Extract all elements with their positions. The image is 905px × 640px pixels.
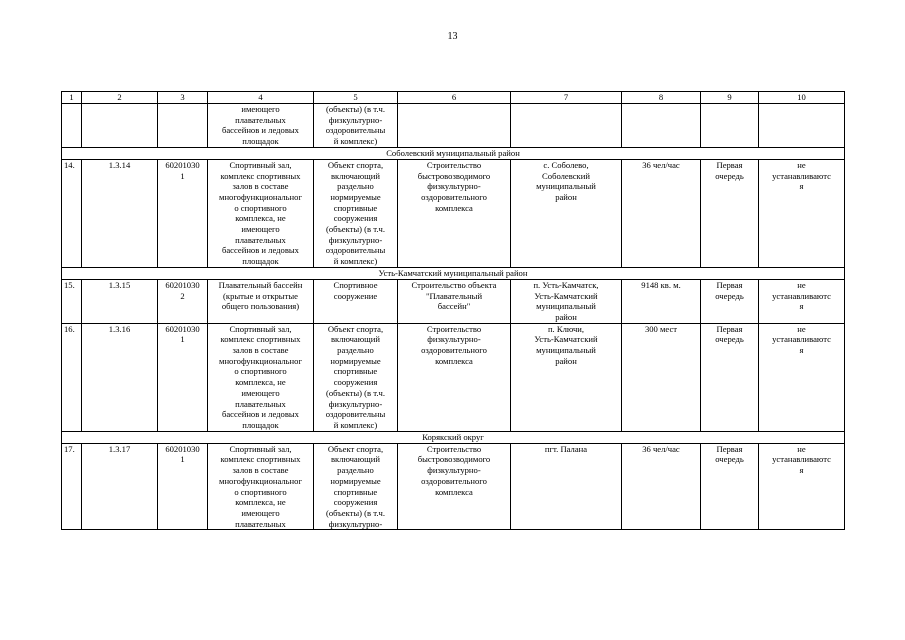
cell-text-line: очередь xyxy=(715,454,744,465)
cell-text-line: й комплекс) xyxy=(333,256,378,267)
cell-text-line: о спортивного xyxy=(234,366,287,377)
cell-text-line: комплекса, не xyxy=(235,213,286,224)
cell-text-line: плавательных xyxy=(235,114,286,125)
cell-text-line: Строительство xyxy=(426,443,482,454)
cell-col-9 xyxy=(701,443,759,530)
cell-text-line: (объекты) (в т.ч. xyxy=(326,507,385,518)
cell-col-1 xyxy=(62,159,82,267)
cell-col-10 xyxy=(759,279,845,323)
cell-text-line: Строительство xyxy=(426,159,482,170)
cell-col-1 xyxy=(62,323,82,431)
cell-text-line: устанавливаютс xyxy=(772,170,831,181)
cell-col-10 xyxy=(759,104,845,148)
section-heading-row xyxy=(62,267,845,279)
cell-text-line: комплекса xyxy=(435,202,473,213)
cell-text-line: 2 xyxy=(180,290,185,301)
cell-text-line: 60201030 xyxy=(165,279,200,290)
column-number-1: 1 xyxy=(62,92,82,104)
cell-col-7 xyxy=(511,443,622,530)
cell-text-line: физкультурно- xyxy=(328,398,383,409)
cell-text-line: Объект спорта, xyxy=(327,159,384,170)
cell-col-1 xyxy=(62,104,82,148)
cell-text-line: бассейн" xyxy=(437,301,471,312)
cell-text-line: я xyxy=(799,465,804,476)
cell-text-line: район xyxy=(555,311,577,322)
cell-col-10 xyxy=(759,159,845,267)
cell-text-line: физкультурно- xyxy=(328,518,383,529)
cell-text-line: устанавливаютс xyxy=(772,334,831,345)
cell-text-line: 17. xyxy=(64,443,75,454)
cell-text-line: физкультурно- xyxy=(328,114,383,125)
cell-text-line: 300 мест xyxy=(644,323,678,334)
cell-text-line: спортивные xyxy=(333,486,378,497)
cell-text-line: комплекса xyxy=(435,355,473,366)
cell-text-line: Строительство xyxy=(426,323,482,334)
cell-col-3 xyxy=(158,159,208,267)
cell-text-line: (объекты) (в т.ч. xyxy=(326,104,385,114)
cell-col-1 xyxy=(62,279,82,323)
cell-text-line: раздельно xyxy=(337,465,374,476)
cell-text-line: физкультурно- xyxy=(328,234,383,245)
cell-text-line: оздоровительного xyxy=(421,191,487,202)
cell-text-line: Соболевский xyxy=(542,170,590,181)
cell-text-line: 1.3.15 xyxy=(108,279,131,290)
cell-text-line: Первая xyxy=(716,279,743,290)
cell-col-3 xyxy=(158,104,208,148)
section-heading-row xyxy=(62,147,845,159)
cell-text-line: Первая xyxy=(716,323,743,334)
cell-col-5 xyxy=(314,323,398,431)
cell-text-line: сооружения xyxy=(333,213,378,224)
cell-text-line: Строительство объекта xyxy=(411,279,497,290)
cell-text-line: (объекты) (в т.ч. xyxy=(326,387,385,398)
cell-col-2 xyxy=(82,104,158,148)
cell-col-5 xyxy=(314,443,398,530)
cell-text-line: (объекты) (в т.ч. xyxy=(326,224,385,235)
cell-col-6 xyxy=(398,279,511,323)
cell-text-line: район xyxy=(555,191,577,202)
cell-text-line: плавательных xyxy=(235,518,286,529)
cell-col-2 xyxy=(82,279,158,323)
cell-text-line: комплекс спортивных xyxy=(220,170,301,181)
page-number: 13 xyxy=(447,31,458,42)
cell-text-line: (крытые и открытые xyxy=(223,290,298,301)
cell-text-line: район xyxy=(555,355,577,366)
table-body xyxy=(62,92,845,530)
cell-text-line: нормируемые xyxy=(330,191,381,202)
continued-row xyxy=(62,104,845,148)
cell-text-line: многофункциональног xyxy=(219,191,302,202)
cell-text-line: 1.3.14 xyxy=(108,159,131,170)
cell-text-line: быстровозводимого xyxy=(417,454,491,465)
cell-text-line: залов в составе xyxy=(232,181,289,192)
column-number-row xyxy=(62,92,845,104)
cell-col-7 xyxy=(511,104,622,148)
cell-text-line: о спортивного xyxy=(234,486,287,497)
column-number-4: 4 xyxy=(208,92,314,104)
cell-text-line: очередь xyxy=(715,290,744,301)
cell-text-line: 36 чел/час xyxy=(642,159,680,170)
column-number-7: 7 xyxy=(511,92,622,104)
cell-col-7 xyxy=(511,159,622,267)
cell-col-4 xyxy=(208,279,314,323)
cell-text-line: многофункциональног xyxy=(219,475,302,486)
column-number-2: 2 xyxy=(82,92,158,104)
cell-text-line: включающий xyxy=(331,170,380,181)
cell-text-line: 14. xyxy=(64,159,75,170)
cell-col-5 xyxy=(314,279,398,323)
cell-text-line: бассейнов и ледовых xyxy=(222,409,299,420)
cell-text-line: оздоровительны xyxy=(325,409,386,420)
section-title: Корякский округ xyxy=(62,431,845,443)
cell-text-line: нормируемые xyxy=(330,475,381,486)
cell-text-line: сооружения xyxy=(333,377,378,388)
cell-col-8 xyxy=(622,159,701,267)
cell-text-line: 1 xyxy=(180,454,185,465)
cell-text-line: не xyxy=(797,279,806,290)
section-title: Соболевский муниципальный район xyxy=(62,147,845,159)
cell-text-line: я xyxy=(799,345,804,356)
cell-text-line: муниципальный xyxy=(536,301,596,312)
cell-text-line: п. Усть-Камчатск, xyxy=(533,279,599,290)
cell-text-line: спортивные xyxy=(333,366,378,377)
cell-text-line: о спортивного xyxy=(234,202,287,213)
cell-text-line: физкультурно- xyxy=(427,465,481,476)
cell-text-line: спортивные xyxy=(333,202,378,213)
cell-text-line: включающий xyxy=(331,334,380,345)
cell-text-line: оздоровительного xyxy=(421,475,487,486)
cell-text-line: имеющего xyxy=(241,387,280,398)
cell-text-line: имеющего xyxy=(241,507,280,518)
cell-col-2 xyxy=(82,323,158,431)
cell-text-line: 60201030 xyxy=(165,159,200,170)
cell-col-2 xyxy=(82,443,158,530)
table-row xyxy=(62,159,845,267)
column-number-5: 5 xyxy=(314,92,398,104)
cell-text-line: Спортивное xyxy=(333,279,378,290)
cell-text-line: устанавливаютс xyxy=(772,454,831,465)
cell-col-6 xyxy=(398,159,511,267)
cell-col-8 xyxy=(622,323,701,431)
cell-col-5 xyxy=(314,159,398,267)
cell-text-line: Плавательный бассейн xyxy=(218,279,303,290)
cell-col-8 xyxy=(622,443,701,530)
cell-col-3 xyxy=(158,279,208,323)
cell-col-9 xyxy=(701,159,759,267)
cell-text-line: 60201030 xyxy=(165,323,200,334)
section-heading-row xyxy=(62,431,845,443)
cell-text-line: Первая xyxy=(716,159,743,170)
cell-text-line: муниципальный xyxy=(536,345,596,356)
cell-text-line: я xyxy=(799,181,804,192)
cell-col-6 xyxy=(398,104,511,148)
table-row xyxy=(62,279,845,323)
cell-col-7 xyxy=(511,279,622,323)
cell-text-line: оздоровительны xyxy=(325,245,386,256)
cell-text-line: 9148 кв. м. xyxy=(641,279,681,290)
cell-text-line: комплекса xyxy=(435,486,473,497)
cell-text-line: устанавливаютс xyxy=(772,290,831,301)
cell-text-line: раздельно xyxy=(337,181,374,192)
cell-text-line: п. Ключи, xyxy=(547,323,585,334)
cell-text-line: 15. xyxy=(64,279,75,290)
cell-text-line: не xyxy=(797,443,806,454)
cell-text-line: 1 xyxy=(180,170,185,181)
cell-col-9 xyxy=(701,104,759,148)
cell-text-line: 1 xyxy=(180,334,185,345)
table-row xyxy=(62,443,845,530)
cell-text-line: Объект спорта, xyxy=(327,443,384,454)
cell-text-line: площадок xyxy=(242,256,279,267)
cell-text-line: Первая xyxy=(716,443,743,454)
column-number-3: 3 xyxy=(158,92,208,104)
cell-col-10 xyxy=(759,443,845,530)
cell-text-line: залов в составе xyxy=(232,345,289,356)
cell-text-line: бассейнов и ледовых xyxy=(222,125,299,136)
cell-col-3 xyxy=(158,323,208,431)
cell-col-8 xyxy=(622,104,701,148)
cell-text-line: имеющего xyxy=(241,104,280,114)
cell-col-7 xyxy=(511,323,622,431)
cell-text-line: с. Соболево, xyxy=(543,159,589,170)
cell-col-10 xyxy=(759,323,845,431)
cell-text-line: 16. xyxy=(64,323,75,334)
cell-text-line: очередь xyxy=(715,334,744,345)
cell-text-line: многофункциональног xyxy=(219,355,302,366)
cell-text-line: физкультурно- xyxy=(427,334,481,345)
cell-text-line: й комплекс) xyxy=(333,419,378,430)
cell-col-4 xyxy=(208,323,314,431)
cell-text-line: "Плавательный xyxy=(425,290,483,301)
cell-col-4 xyxy=(208,443,314,530)
cell-col-3 xyxy=(158,443,208,530)
cell-col-6 xyxy=(398,323,511,431)
cell-text-line: Спортивный зал, xyxy=(229,323,292,334)
cell-col-4 xyxy=(208,159,314,267)
cell-text-line: я xyxy=(799,301,804,312)
cell-text-line: имеющего xyxy=(241,224,280,235)
cell-col-6 xyxy=(398,443,511,530)
column-number-10: 10 xyxy=(759,92,845,104)
cell-text-line: плавательных xyxy=(235,234,286,245)
cell-text-line: оздоровительного xyxy=(421,345,487,356)
cell-text-line: залов в составе xyxy=(232,465,289,476)
cell-text-line: общего пользования) xyxy=(221,301,300,312)
cell-text-line: 1.3.16 xyxy=(108,323,131,334)
cell-col-2 xyxy=(82,159,158,267)
cell-text-line: включающий xyxy=(331,454,380,465)
cell-text-line: сооружение xyxy=(333,290,378,301)
cell-text-line: не xyxy=(797,323,806,334)
cell-col-4 xyxy=(208,104,314,148)
cell-text-line: комплекса, не xyxy=(235,497,286,508)
cell-text-line: физкультурно- xyxy=(427,181,481,192)
section-title: Усть-Камчатский муниципальный район xyxy=(62,267,845,279)
cell-text-line: оздоровительны xyxy=(325,125,386,136)
cell-text-line: бассейнов и ледовых xyxy=(222,245,299,256)
cell-text-line: комплекс спортивных xyxy=(220,454,301,465)
planned-objects-table xyxy=(61,91,845,530)
cell-text-line: 60201030 xyxy=(165,443,200,454)
column-number-8: 8 xyxy=(622,92,701,104)
cell-col-5 xyxy=(314,104,398,148)
cell-text-line: 36 чел/час xyxy=(642,443,680,454)
table-row xyxy=(62,323,845,431)
column-number-9: 9 xyxy=(701,92,759,104)
cell-text-line: Объект спорта, xyxy=(327,323,384,334)
cell-text-line: плавательных xyxy=(235,398,286,409)
cell-text-line: Спортивный зал, xyxy=(229,159,292,170)
column-number-6: 6 xyxy=(398,92,511,104)
cell-col-9 xyxy=(701,323,759,431)
cell-text-line: быстровозводимого xyxy=(417,170,491,181)
cell-text-line: не xyxy=(797,159,806,170)
cell-text-line: раздельно xyxy=(337,345,374,356)
cell-text-line: Спортивный зал, xyxy=(229,443,292,454)
cell-text-line: очередь xyxy=(715,170,744,181)
cell-text-line: муниципальный xyxy=(536,181,596,192)
cell-text-line: комплекс спортивных xyxy=(220,334,301,345)
cell-text-line: площадок xyxy=(242,419,279,430)
cell-text-line: нормируемые xyxy=(330,355,381,366)
cell-text-line: Усть-Камчатский xyxy=(534,334,598,345)
cell-col-1 xyxy=(62,443,82,530)
cell-text-line: комплекса, не xyxy=(235,377,286,388)
cell-text-line: Усть-Камчатский xyxy=(534,290,598,301)
cell-col-8 xyxy=(622,279,701,323)
cell-text-line: пгт. Палана xyxy=(544,443,588,454)
cell-text-line: й комплекс) xyxy=(333,136,378,147)
cell-col-9 xyxy=(701,279,759,323)
cell-text-line: площадок xyxy=(242,136,279,147)
cell-text-line: сооружения xyxy=(333,497,378,508)
cell-text-line: 1.3.17 xyxy=(108,443,131,454)
